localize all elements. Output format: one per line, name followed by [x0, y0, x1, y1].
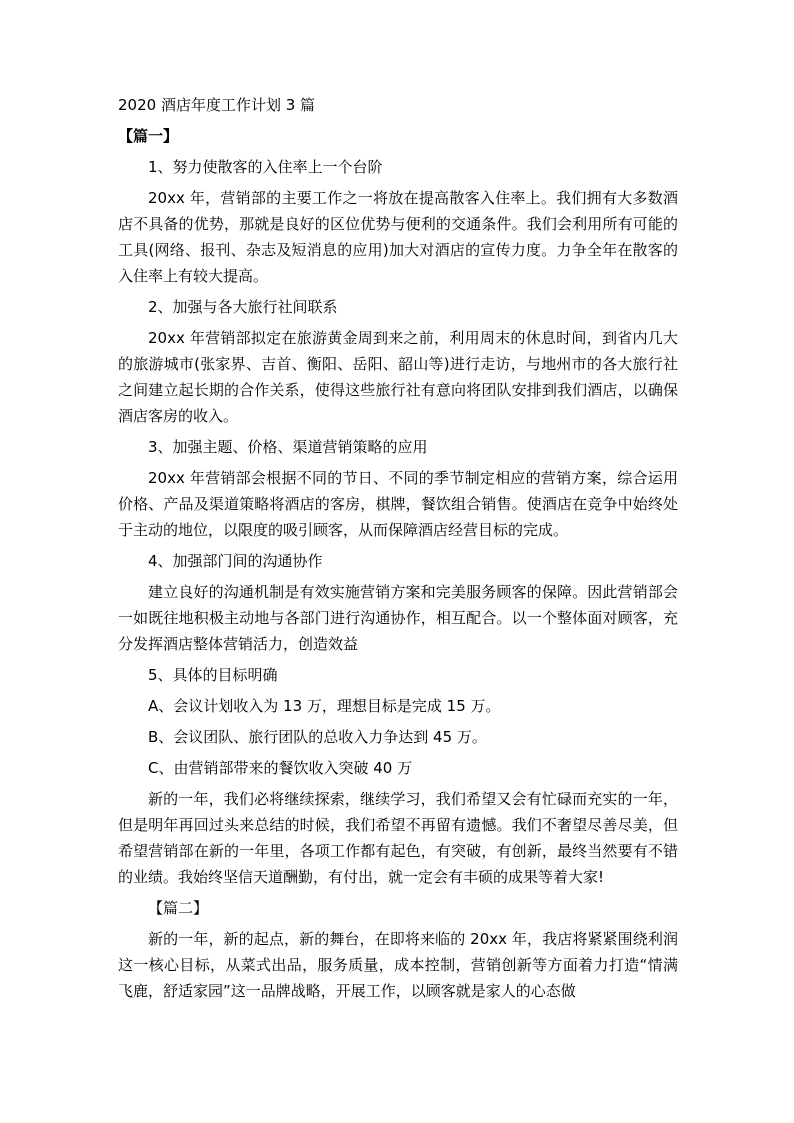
document-title: 2020 酒店年度工作计划 3 篇 [118, 96, 316, 114]
item2-title: 2、加强与各大旅行社间联系 [148, 298, 338, 316]
closing-paragraph: 新的一年，我们必将继续探索，继续学习，我们希望又会有忙碌而充实的一年，但是明年再回过头来总结的时候，我们希望不再留有遗憾。我们不奢望尽善尽美，但希望营销部在新的一年里，各项工作都有起色，有突破，有创新，最终当然要有不错的业绩。我始终坚信天道酬勤，有付出，就一定会有丰硕的成果等着大家! [118, 790, 678, 886]
item4-body: 建立良好的沟通机制是有效实施营销方案和完美服务顾客的保障。因此营销部会一如既往地积极主动地与各部门进行沟通协作，相互配合。以一个整体面对顾客，充分发挥酒店整体营销活力，创造效益 [118, 583, 678, 653]
item3-body: 20xx 年营销部会根据不同的节日、不同的季节制定相应的营销方案，综合运用价格、产品及渠道策略将酒店的客房，棋牌，餐饮组合销售。使酒店在竞争中始终处于主动的地位，以限度的吸引顾客，从而保障酒店经营目标的完成。 [118, 469, 678, 539]
item1-body: 20xx 年，营销部的主要工作之一将放在提高散客入住率上。我们拥有大多数酒店不具备的优势，那就是良好的区位优势与便利的交通条件。我们会利用所有可能的工具(网络、报刊、杂志及短消息的应用)加大对酒店的宣传力度。力争全年在散客的入住率上有较大提高。 [118, 189, 678, 285]
document-page [118, 92, 678, 1009]
item3-title: 3、加强主题、价格、渠道营销策略的应用 [148, 438, 428, 456]
goal-a: A、会议计划收入为 13 万，理想目标是完成 15 万。 [148, 697, 501, 715]
item2-body: 20xx 年营销部拟定在旅游黄金周到来之前，利用周末的休息时间，到省内几大的旅游城市(张家界、吉首、衡阳、岳阳、韶山等)进行走访，与地州市的各大旅行社之间建立起长期的合作关系，使得这些旅行社有意向将团队安排到我们酒店，以确保酒店客房的收入。 [118, 329, 678, 425]
item4-title: 4、加强部门间的沟通协作 [148, 552, 323, 570]
section-heading-part2: 【篇二】 [148, 899, 209, 917]
item5-title: 5、具体的目标明确 [148, 666, 278, 684]
part2-intro: 新的一年，新的起点，新的舞台，在即将来临的 20xx 年，我店将紧紧围绕利润这一核心目标，从菜式出品，服务质量，成本控制，营销创新等方面着力打造“情满飞鹿，舒适家园”这一品牌战略，开展工作，以顾客就是家人的心态做 [118, 930, 678, 1000]
item1-title: 1、努力使散客的入住率上一个台阶 [148, 158, 383, 176]
goal-b: B、会议团队、旅行团队的总收入力争达到 45 万。 [148, 728, 487, 746]
goal-c: C、由营销部带来的餐饮收入突破 40 万 [148, 759, 413, 777]
section-heading-part1: 【篇一】 [118, 127, 179, 145]
